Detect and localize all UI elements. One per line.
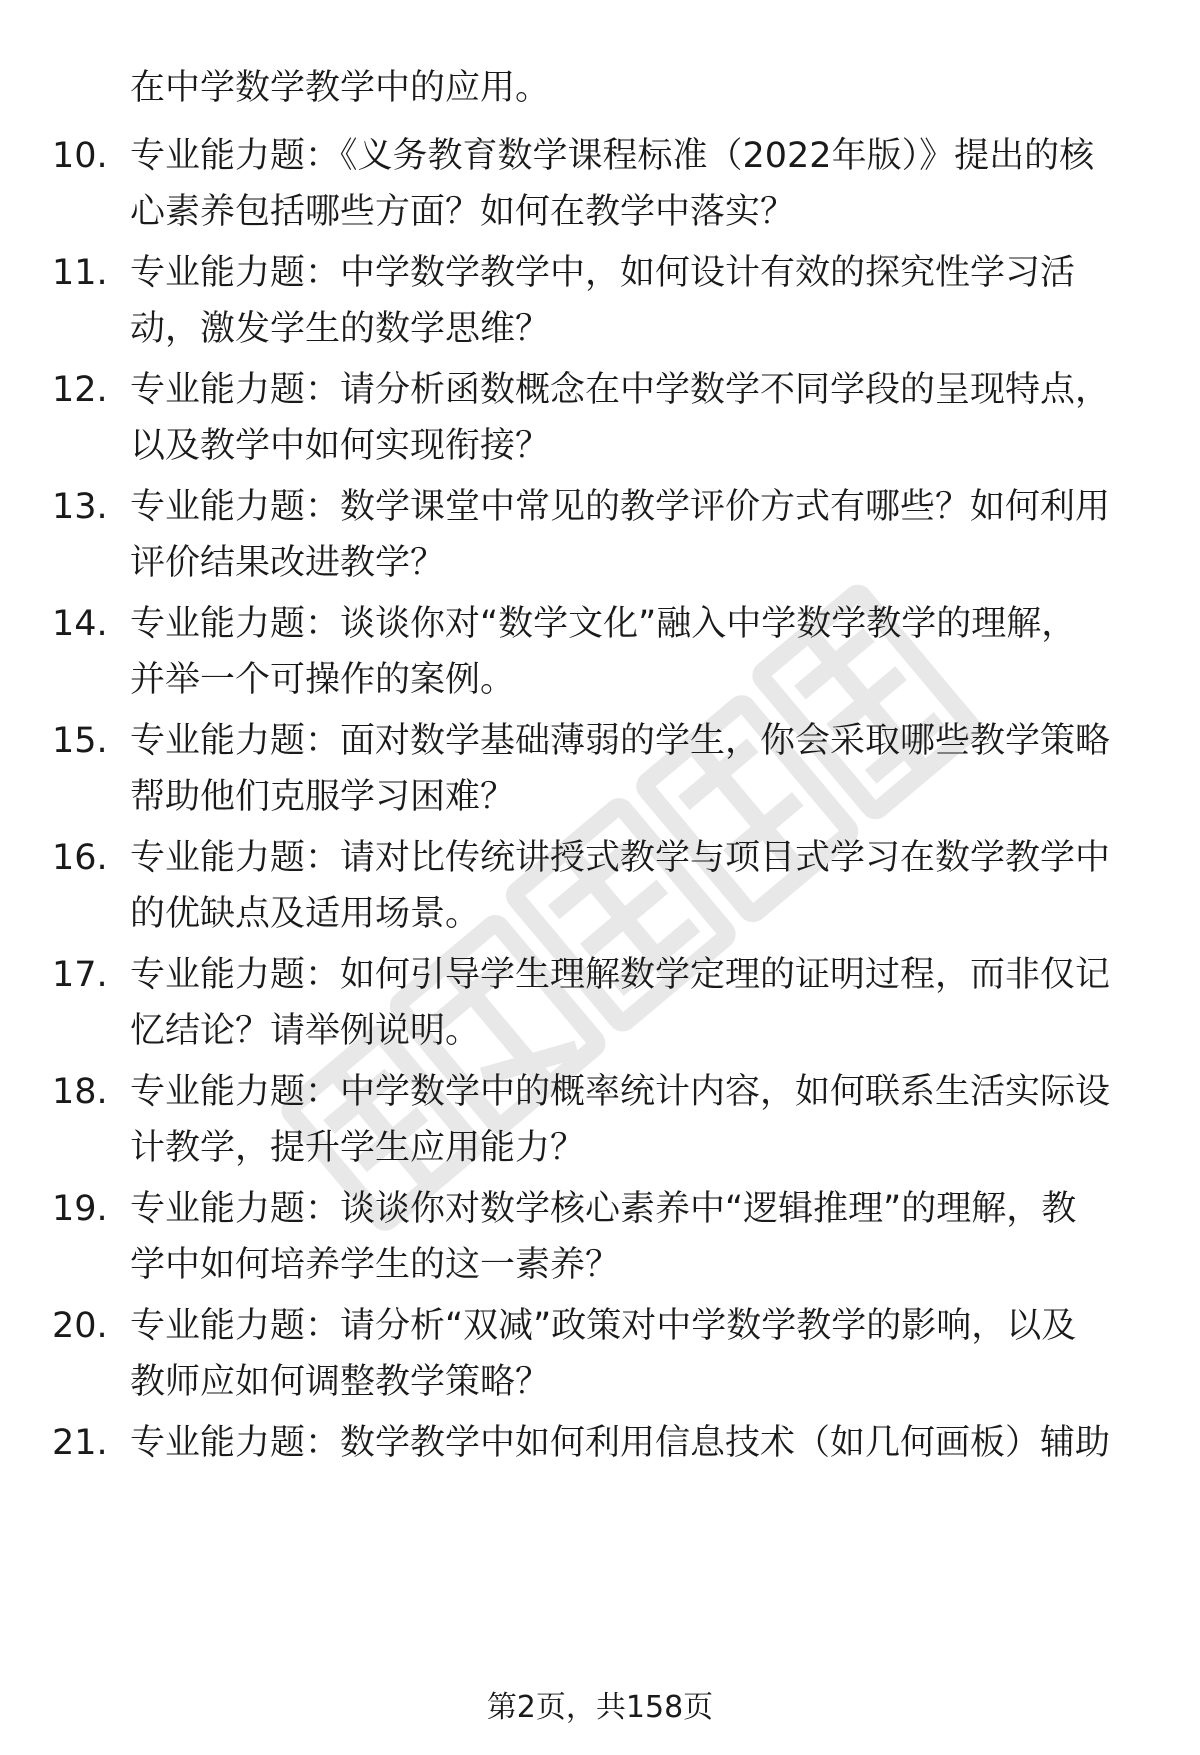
question-number: 21.	[52, 1423, 108, 1463]
question-item	[52, 947, 1162, 1059]
question-text: 专业能力题：谈谈你对数学核心素养中“逻辑推理”的理解，教 学中如何培养学生的这一素养？	[130, 1189, 1077, 1285]
question-number: 11.	[52, 253, 108, 293]
question-item	[52, 479, 1162, 591]
question-item	[52, 1181, 1162, 1293]
question-item	[52, 128, 1162, 240]
question-number: 14.	[52, 604, 108, 644]
question-item	[52, 713, 1162, 825]
question-text: 专业能力题：谈谈你对“数学文化”融入中学数学教学的理解， 并举一个可操作的案例。	[130, 604, 1077, 700]
question-text: 专业能力题：请对比传统讲授式教学与项目式学习在数学教学中 的优缺点及适用场景。	[130, 838, 1111, 934]
question-text: 专业能力题：中学数学中的概率统计内容，如何联系生活实际设 计教学，提升学生应用能力？	[130, 1072, 1111, 1168]
question-text: 专业能力题：数学教学中如何利用信息技术（如几何画板）辅助	[130, 1423, 1111, 1463]
question-item	[52, 1415, 1162, 1471]
question-text: 专业能力题：请分析“双减”政策对中学数学教学的影响，以及 教师应如何调整教学策略？	[130, 1306, 1077, 1402]
question-text: 专业能力题：《义务教育数学课程标准（2022年版）》提出的核 心素养包括哪些方面？如何在教学中落实？	[130, 136, 1095, 232]
question-item	[52, 1298, 1162, 1410]
question-text: 专业能力题：中学数学教学中，如何设计有效的探究性学习活 动，激发学生的数学思维？	[130, 253, 1076, 349]
question-item	[52, 362, 1162, 474]
question-number: 19.	[52, 1189, 108, 1229]
question-number: 18.	[52, 1072, 108, 1112]
question-number: 13.	[52, 487, 108, 527]
question-number: 10.	[52, 136, 108, 176]
question-number: 12.	[52, 370, 108, 410]
question-number: 15.	[52, 721, 108, 761]
question-text: 专业能力题：如何引导学生理解数学定理的证明过程，而非仅记 忆结论？请举例说明。	[130, 955, 1111, 1051]
question-text: 专业能力题：面对数学基础薄弱的学生，你会采取哪些教学策略 帮助他们克服学习困难？	[130, 721, 1111, 817]
question-number: 20.	[52, 1306, 108, 1346]
question-item	[52, 1064, 1162, 1176]
question-item	[52, 830, 1162, 942]
question-text: 专业能力题：请分析函数概念在中学数学不同学段的呈现特点， 以及教学中如何实现衔接？	[130, 370, 1111, 466]
question-item	[52, 245, 1162, 357]
question-text: 专业能力题：数学课堂中常见的教学评价方式有哪些？如何利用 评价结果改进教学？	[130, 487, 1111, 583]
question-item	[52, 596, 1162, 708]
continued-paragraph: 在中学数学教学中的应用。	[130, 68, 551, 108]
question-number: 16.	[52, 838, 108, 878]
page-footer: 第2页，共158页	[486, 1690, 714, 1725]
question-number: 17.	[52, 955, 108, 995]
